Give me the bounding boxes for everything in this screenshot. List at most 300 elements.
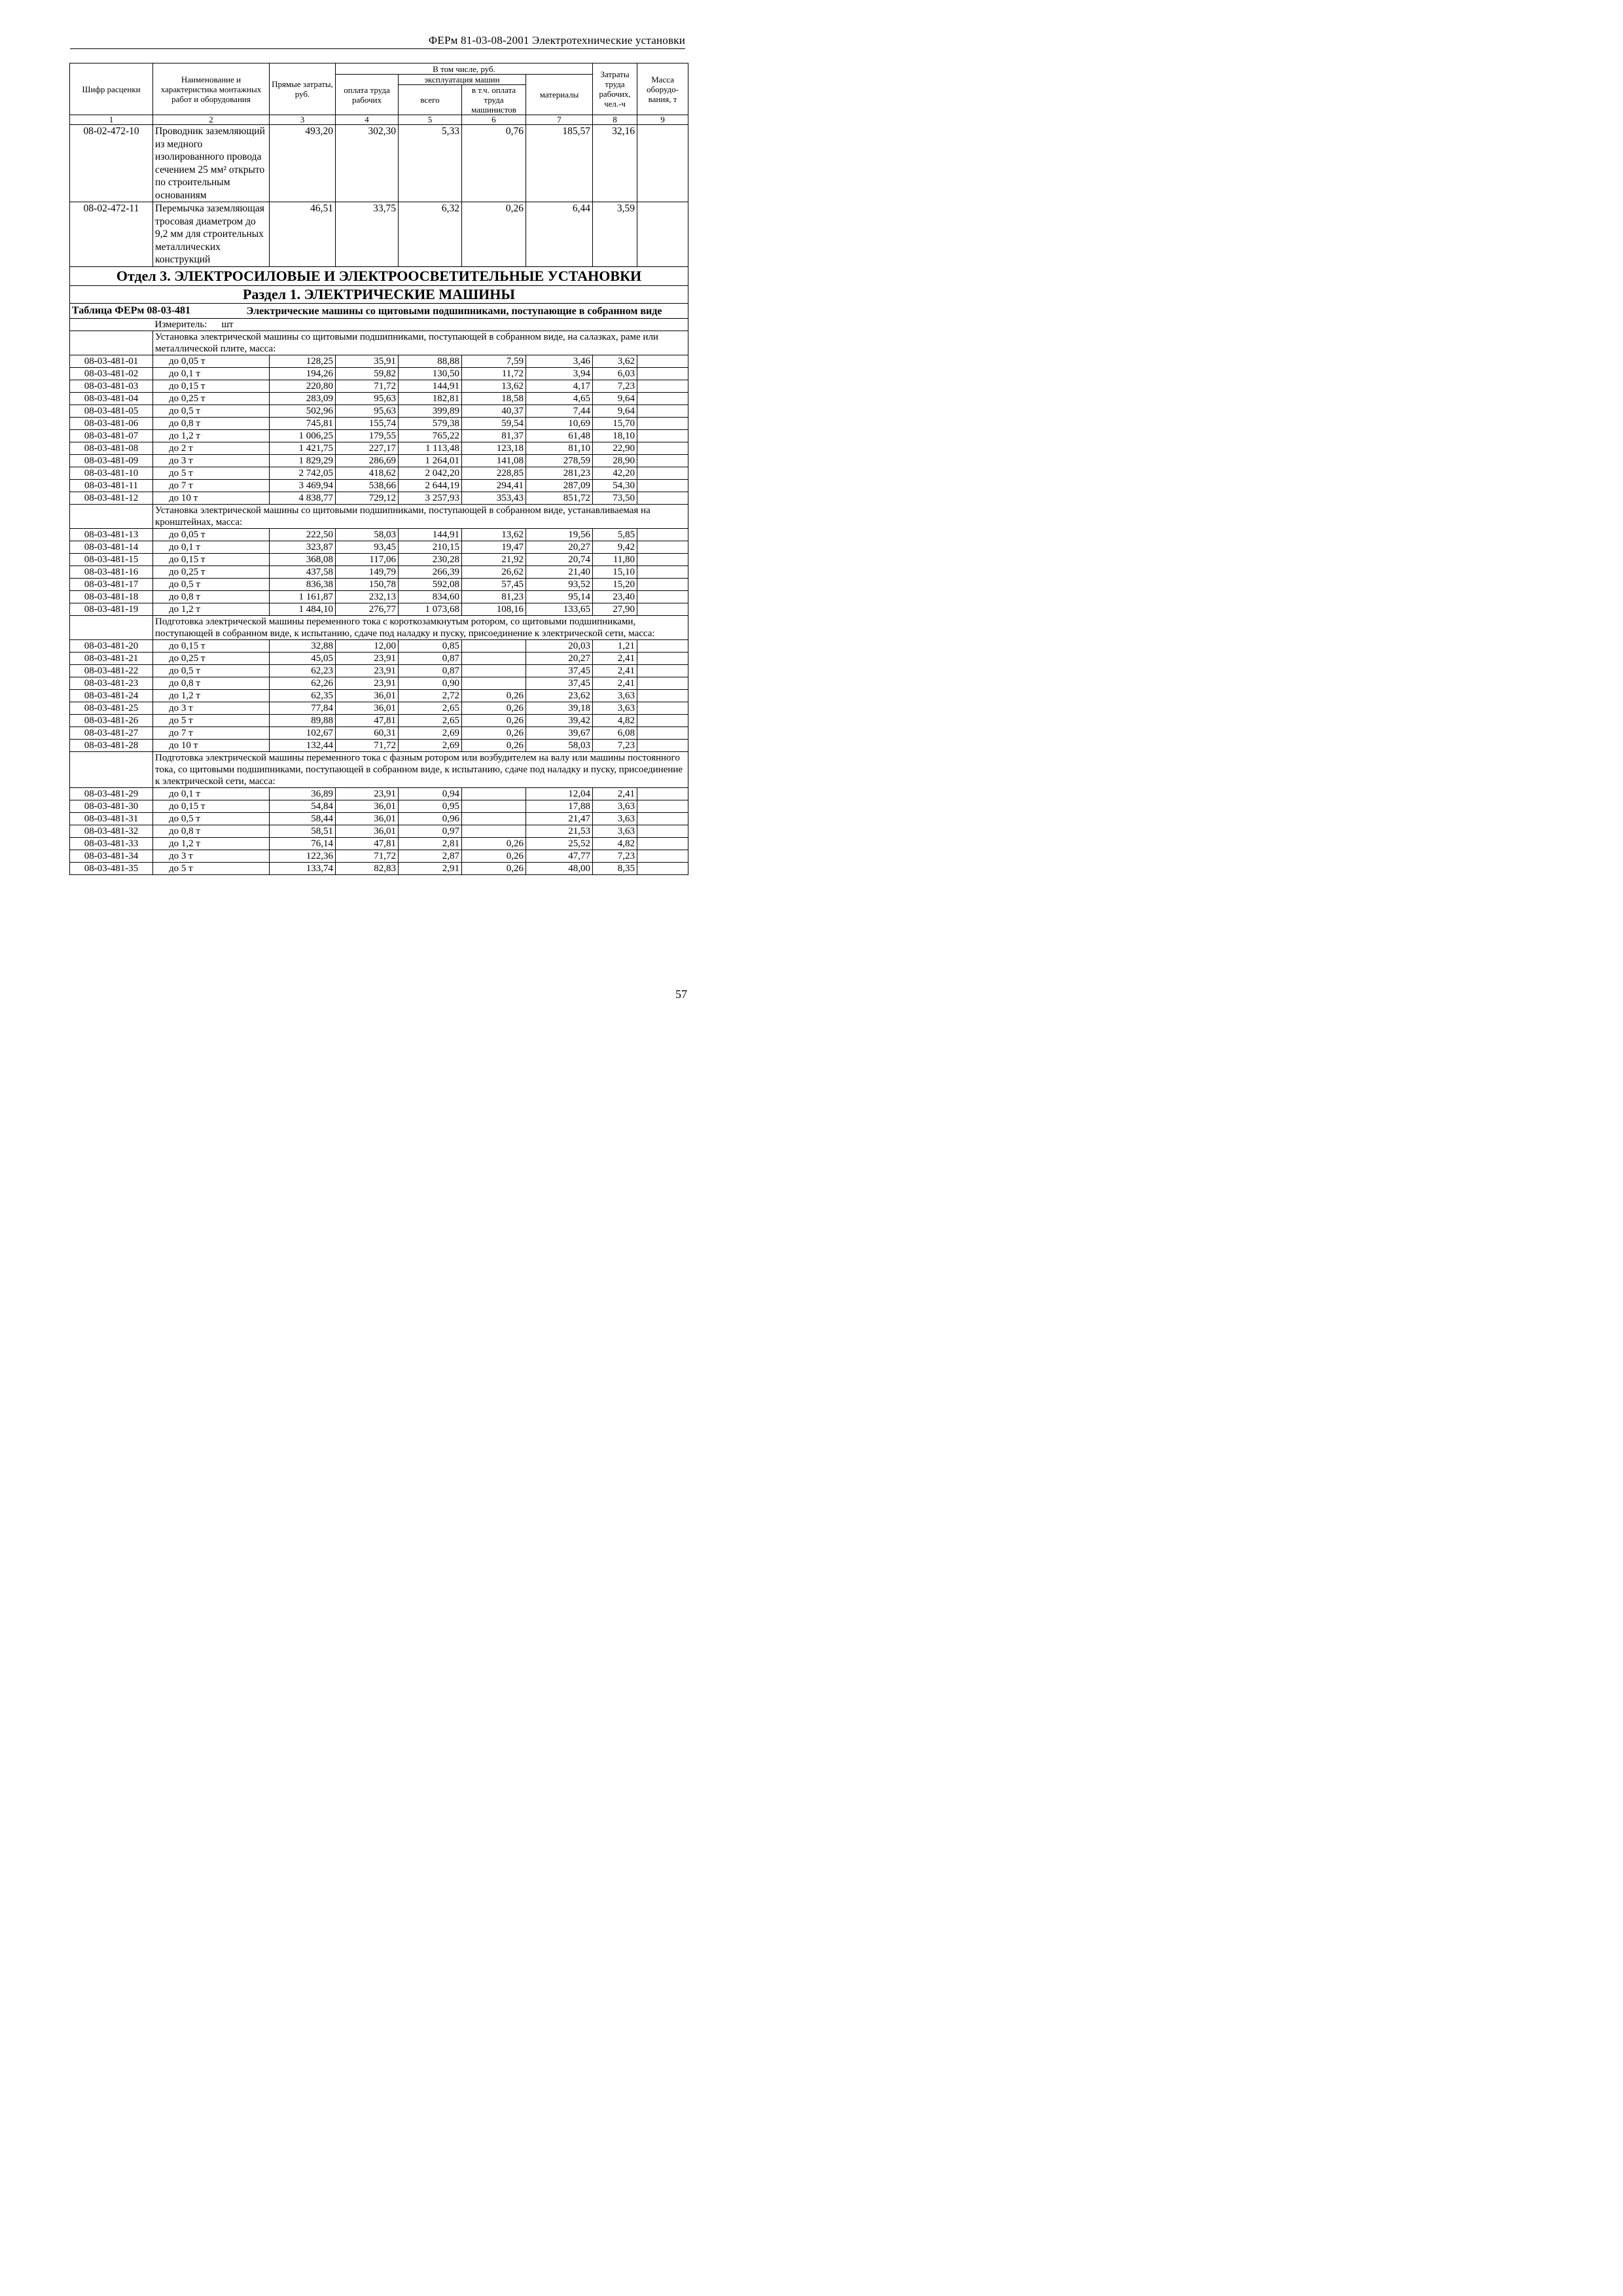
table-title-cell	[246, 303, 688, 318]
table-row	[70, 355, 688, 367]
row-name: до 0,5 т	[153, 664, 270, 677]
row-machines-labor: 123,18	[462, 442, 526, 454]
row-hours: 18,10	[593, 429, 637, 442]
row-machines-labor: 0,26	[462, 702, 526, 714]
row-hours: 7,23	[593, 380, 637, 392]
row-code: 08-02-472-10	[70, 125, 153, 202]
row-machines-total: 0,87	[399, 664, 462, 677]
row-machines-labor: 0,26	[462, 726, 526, 739]
row-code: 08-03-481-33	[70, 837, 153, 850]
row-machines-labor: 11,72	[462, 367, 526, 380]
row-mass	[637, 202, 688, 267]
row-hours: 2,41	[593, 664, 637, 677]
row-mass	[637, 677, 688, 689]
row-labor: 150,78	[336, 578, 399, 590]
row-machines-labor: 0,26	[462, 689, 526, 702]
row-machines-labor: 13,62	[462, 380, 526, 392]
row-direct: 46,51	[270, 202, 336, 267]
measure-label: Измеритель:	[154, 319, 207, 330]
row-machines-labor: 7,59	[462, 355, 526, 367]
row-hours: 8,35	[593, 862, 637, 874]
table-body	[70, 63, 688, 875]
row-materials: 4,65	[526, 392, 593, 404]
row-machines-total: 592,08	[399, 578, 462, 590]
row-materials: 37,45	[526, 664, 593, 677]
row-machines-total: 2,81	[399, 837, 462, 850]
row-labor: 276,77	[336, 603, 399, 615]
row-code: 08-03-481-31	[70, 812, 153, 825]
row-direct: 1 421,75	[270, 442, 336, 454]
col-head-m-labor: в т.ч. оплата труда машинистов	[462, 85, 526, 115]
row-machines-total: 6,32	[399, 202, 462, 267]
row-labor: 23,91	[336, 664, 399, 677]
row-name: до 0,25 т	[153, 652, 270, 664]
row-machines-total: 765,22	[399, 429, 462, 442]
row-hours: 54,30	[593, 479, 637, 492]
row-machines-labor	[462, 664, 526, 677]
table-row	[70, 442, 688, 454]
table-row	[70, 639, 688, 652]
row-machines-labor	[462, 639, 526, 652]
row-materials: 17,88	[526, 800, 593, 812]
row-code: 08-03-481-06	[70, 417, 153, 429]
row-materials: 851,72	[526, 492, 593, 504]
col-number: 6	[462, 115, 526, 125]
row-machines-total: 144,91	[399, 528, 462, 541]
row-labor: 729,12	[336, 492, 399, 504]
row-direct: 62,26	[270, 677, 336, 689]
row-labor: 227,17	[336, 442, 399, 454]
row-mass	[637, 541, 688, 553]
row-hours: 23,40	[593, 590, 637, 603]
row-direct: 220,80	[270, 380, 336, 392]
group-description-spacer	[70, 331, 153, 355]
row-materials: 39,67	[526, 726, 593, 739]
row-materials: 58,03	[526, 739, 593, 751]
row-machines-labor: 0,26	[462, 850, 526, 862]
table-row	[70, 652, 688, 664]
row-labor: 71,72	[336, 739, 399, 751]
row-machines-labor	[462, 800, 526, 812]
row-machines-total: 2,87	[399, 850, 462, 862]
row-name: до 0,05 т	[153, 528, 270, 541]
row-code: 08-03-481-25	[70, 702, 153, 714]
row-mass	[637, 355, 688, 367]
section-title-row	[70, 266, 688, 285]
row-hours: 42,20	[593, 467, 637, 479]
row-machines-labor: 294,41	[462, 479, 526, 492]
table-row	[70, 714, 688, 726]
row-materials: 93,52	[526, 578, 593, 590]
row-name: до 0,25 т	[153, 392, 270, 404]
row-name: до 0,5 т	[153, 578, 270, 590]
row-hours: 6,03	[593, 367, 637, 380]
row-direct: 4 838,77	[270, 492, 336, 504]
row-code: 08-03-481-22	[70, 664, 153, 677]
col-number: 7	[526, 115, 593, 125]
row-name: до 3 т	[153, 850, 270, 862]
row-labor: 538,66	[336, 479, 399, 492]
row-name: до 5 т	[153, 714, 270, 726]
table-row	[70, 553, 688, 565]
price-table	[69, 63, 688, 875]
table-row	[70, 812, 688, 825]
row-direct: 836,38	[270, 578, 336, 590]
row-hours: 73,50	[593, 492, 637, 504]
row-machines-total: 0,87	[399, 652, 462, 664]
row-machines-labor	[462, 825, 526, 837]
row-machines-labor	[462, 787, 526, 800]
row-machines-total: 0,94	[399, 787, 462, 800]
row-hours: 3,62	[593, 355, 637, 367]
row-mass	[637, 367, 688, 380]
row-hours: 32,16	[593, 125, 637, 202]
row-hours: 9,64	[593, 404, 637, 417]
row-name: до 1,2 т	[153, 837, 270, 850]
row-machines-labor: 0,26	[462, 202, 526, 267]
row-mass	[637, 467, 688, 479]
row-name: до 1,2 т	[153, 689, 270, 702]
header-row-1	[70, 63, 688, 75]
row-mass	[637, 528, 688, 541]
row-machines-total: 0,90	[399, 677, 462, 689]
row-materials: 3,94	[526, 367, 593, 380]
row-code: 08-03-481-12	[70, 492, 153, 504]
table-row	[70, 726, 688, 739]
table-row	[70, 380, 688, 392]
table-row	[70, 565, 688, 578]
row-labor: 36,01	[336, 800, 399, 812]
row-code: 08-02-472-11	[70, 202, 153, 267]
row-mass	[637, 565, 688, 578]
row-code: 08-03-481-10	[70, 467, 153, 479]
row-hours: 9,64	[593, 392, 637, 404]
row-mass	[637, 837, 688, 850]
row-labor: 35,91	[336, 355, 399, 367]
row-machines-total: 0,97	[399, 825, 462, 837]
row-machines-labor: 40,37	[462, 404, 526, 417]
row-labor: 82,83	[336, 862, 399, 874]
table-caption-row	[70, 303, 688, 318]
row-materials: 19,56	[526, 528, 593, 541]
row-hours: 15,20	[593, 578, 637, 590]
table-row	[70, 787, 688, 800]
row-name: до 0,15 т	[153, 553, 270, 565]
row-machines-total: 2,65	[399, 714, 462, 726]
table-row	[70, 467, 688, 479]
row-materials: 12,04	[526, 787, 593, 800]
row-machines-total: 0,95	[399, 800, 462, 812]
row-code: 08-03-481-16	[70, 565, 153, 578]
row-labor: 302,30	[336, 125, 399, 202]
row-machines-labor: 19,47	[462, 541, 526, 553]
row-machines-labor: 57,45	[462, 578, 526, 590]
row-mass	[637, 850, 688, 862]
row-direct: 45,05	[270, 652, 336, 664]
row-name: до 0,1 т	[153, 787, 270, 800]
row-hours: 22,90	[593, 442, 637, 454]
row-code: 08-03-481-29	[70, 787, 153, 800]
row-name: до 3 т	[153, 454, 270, 467]
row-mass	[637, 652, 688, 664]
col-number: 3	[270, 115, 336, 125]
row-machines-total: 834,60	[399, 590, 462, 603]
row-hours: 7,23	[593, 850, 637, 862]
row-mass	[637, 442, 688, 454]
row-code: 08-03-481-01	[70, 355, 153, 367]
row-mass	[637, 825, 688, 837]
row-machines-total: 1 073,68	[399, 603, 462, 615]
col-number: 1	[70, 115, 153, 125]
group-description-spacer	[70, 615, 153, 639]
row-code: 08-03-481-30	[70, 800, 153, 812]
row-mass	[637, 404, 688, 417]
row-hours: 2,41	[593, 652, 637, 664]
row-direct: 283,09	[270, 392, 336, 404]
table-row	[70, 664, 688, 677]
row-mass	[637, 689, 688, 702]
row-name: до 2 т	[153, 442, 270, 454]
row-machines-total: 2,72	[399, 689, 462, 702]
row-materials: 23,62	[526, 689, 593, 702]
row-materials: 10,69	[526, 417, 593, 429]
row-name: до 3 т	[153, 702, 270, 714]
row-machines-labor: 141,08	[462, 454, 526, 467]
row-direct: 58,51	[270, 825, 336, 837]
group-description: Подготовка электрической машины переменного тока с фазным ротором или возбудителем на валу или машины постоянного тока, со щитовыми подшипниками, поступающей в собранном виде, к испытанию, сдаче под наладку и пуску, присоединение к электрической сети, масса:	[153, 751, 688, 787]
row-machines-labor: 0,26	[462, 837, 526, 850]
row-materials: 37,45	[526, 677, 593, 689]
row-machines-total: 2 644,19	[399, 479, 462, 492]
row-name: до 0,5 т	[153, 404, 270, 417]
col-head-direct: Прямые затраты, руб.	[270, 63, 336, 115]
row-labor: 47,81	[336, 714, 399, 726]
row-code: 08-03-481-14	[70, 541, 153, 553]
row-name: до 0,15 т	[153, 639, 270, 652]
row-machines-total: 2,69	[399, 726, 462, 739]
row-machines-total: 1 113,48	[399, 442, 462, 454]
row-mass	[637, 417, 688, 429]
row-name: до 0,8 т	[153, 590, 270, 603]
measure-cell-empty	[70, 318, 153, 331]
row-code: 08-03-481-27	[70, 726, 153, 739]
row-machines-total: 144,91	[399, 380, 462, 392]
row-labor: 36,01	[336, 702, 399, 714]
row-machines-total: 266,39	[399, 565, 462, 578]
table-label: Таблица ФЕРм 08-03-481	[72, 304, 191, 316]
row-direct: 1 484,10	[270, 603, 336, 615]
row-name: до 1,2 т	[153, 429, 270, 442]
row-machines-total: 0,96	[399, 812, 462, 825]
table-row	[70, 850, 688, 862]
group-description-spacer	[70, 504, 153, 528]
row-code: 08-03-481-17	[70, 578, 153, 590]
row-labor: 60,31	[336, 726, 399, 739]
row-code: 08-03-481-09	[70, 454, 153, 467]
row-materials: 21,53	[526, 825, 593, 837]
row-mass	[637, 429, 688, 442]
row-materials: 6,44	[526, 202, 593, 267]
row-direct: 222,50	[270, 528, 336, 541]
row-materials: 287,09	[526, 479, 593, 492]
row-machines-total: 3 257,93	[399, 492, 462, 504]
row-machines-labor: 13,62	[462, 528, 526, 541]
row-materials: 185,57	[526, 125, 593, 202]
row-code: 08-03-481-13	[70, 528, 153, 541]
row-machines-total: 88,88	[399, 355, 462, 367]
row-direct: 502,96	[270, 404, 336, 417]
row-mass	[637, 454, 688, 467]
row-labor: 23,91	[336, 787, 399, 800]
row-direct: 36,89	[270, 787, 336, 800]
table-row	[70, 417, 688, 429]
table-row	[70, 367, 688, 380]
table-row	[70, 429, 688, 442]
row-machines-labor: 26,62	[462, 565, 526, 578]
row-materials: 21,40	[526, 565, 593, 578]
subsection-title-row	[70, 285, 688, 303]
row-machines-labor: 108,16	[462, 603, 526, 615]
row-machines-labor: 0,26	[462, 862, 526, 874]
row-code: 08-03-481-11	[70, 479, 153, 492]
row-labor: 71,72	[336, 380, 399, 392]
row-materials: 4,17	[526, 380, 593, 392]
row-name: до 7 т	[153, 726, 270, 739]
table-title: Электрические машины со щитовыми подшипниками, поступающие в собранном виде	[246, 305, 662, 317]
row-machines-total: 2,91	[399, 862, 462, 874]
row-materials: 39,42	[526, 714, 593, 726]
row-mass	[637, 664, 688, 677]
row-mass	[637, 862, 688, 874]
row-mass	[637, 739, 688, 751]
row-direct: 128,25	[270, 355, 336, 367]
row-labor: 23,91	[336, 652, 399, 664]
row-direct: 58,44	[270, 812, 336, 825]
row-hours: 15,10	[593, 565, 637, 578]
row-hours: 6,08	[593, 726, 637, 739]
row-name: до 1,2 т	[153, 603, 270, 615]
row-direct: 122,36	[270, 850, 336, 862]
row-machines-total: 579,38	[399, 417, 462, 429]
row-name: Перемычка заземляющая тросовая диаметром до 9,2 мм для строительных металлических конструкций	[153, 202, 270, 267]
row-name: до 0,05 т	[153, 355, 270, 367]
row-direct: 437,58	[270, 565, 336, 578]
row-mass	[637, 639, 688, 652]
table-row	[70, 590, 688, 603]
row-machines-labor: 21,92	[462, 553, 526, 565]
row-labor: 71,72	[336, 850, 399, 862]
row-code: 08-03-481-05	[70, 404, 153, 417]
col-head-hours: Затраты труда рабочих, чел.-ч	[593, 63, 637, 115]
row-hours: 4,82	[593, 837, 637, 850]
row-labor: 95,63	[336, 392, 399, 404]
row-direct: 54,84	[270, 800, 336, 812]
row-labor: 33,75	[336, 202, 399, 267]
group-description-row	[70, 331, 688, 355]
table-row	[70, 454, 688, 467]
row-labor: 232,13	[336, 590, 399, 603]
table-row	[70, 800, 688, 812]
row-labor: 58,03	[336, 528, 399, 541]
table-row	[70, 689, 688, 702]
row-hours: 4,82	[593, 714, 637, 726]
row-code: 08-03-481-21	[70, 652, 153, 664]
row-labor: 93,45	[336, 541, 399, 553]
row-direct: 323,87	[270, 541, 336, 553]
row-direct: 2 742,05	[270, 467, 336, 479]
row-name: до 0,15 т	[153, 380, 270, 392]
row-materials: 21,47	[526, 812, 593, 825]
row-code: 08-03-481-02	[70, 367, 153, 380]
row-code: 08-03-481-35	[70, 862, 153, 874]
group-description-spacer	[70, 751, 153, 787]
row-direct: 89,88	[270, 714, 336, 726]
row-materials: 61,48	[526, 429, 593, 442]
row-name: до 10 т	[153, 492, 270, 504]
group-description: Подготовка электрической машины переменного тока с короткозамкнутым ротором, со щитовыми подшипниками, поступающей в собранном виде, к испытанию, сдаче под наладку и пуску, присоединение к электрической сети, масса:	[153, 615, 688, 639]
table-row	[70, 837, 688, 850]
row-machines-labor: 59,54	[462, 417, 526, 429]
row-labor: 418,62	[336, 467, 399, 479]
row-mass	[637, 812, 688, 825]
row-name: до 0,25 т	[153, 565, 270, 578]
row-labor: 36,01	[336, 825, 399, 837]
row-name: до 10 т	[153, 739, 270, 751]
row-hours: 3,59	[593, 202, 637, 267]
row-direct: 62,35	[270, 689, 336, 702]
page-number: 57	[675, 988, 687, 1001]
row-code: 08-03-481-03	[70, 380, 153, 392]
row-code: 08-03-481-26	[70, 714, 153, 726]
row-labor: 155,74	[336, 417, 399, 429]
row-materials: 278,59	[526, 454, 593, 467]
table-row	[70, 825, 688, 837]
row-hours: 9,42	[593, 541, 637, 553]
col-number: 2	[153, 115, 270, 125]
row-labor: 179,55	[336, 429, 399, 442]
row-code: 08-03-481-07	[70, 429, 153, 442]
col-head-incl: В том числе, руб.	[336, 63, 593, 75]
row-machines-total: 1 264,01	[399, 454, 462, 467]
row-direct: 493,20	[270, 125, 336, 202]
row-materials: 281,23	[526, 467, 593, 479]
col-head-code: Шифр расценки	[70, 63, 153, 115]
row-direct: 132,44	[270, 739, 336, 751]
row-materials: 7,44	[526, 404, 593, 417]
row-mass	[637, 603, 688, 615]
row-materials: 20,03	[526, 639, 593, 652]
header-rule	[70, 48, 685, 49]
row-direct: 62,23	[270, 664, 336, 677]
row-code: 08-03-481-28	[70, 739, 153, 751]
row-direct: 194,26	[270, 367, 336, 380]
row-materials: 48,00	[526, 862, 593, 874]
row-materials: 47,77	[526, 850, 593, 862]
row-machines-labor: 0,26	[462, 739, 526, 751]
row-machines-total: 210,15	[399, 541, 462, 553]
col-head-m-total: всего	[399, 85, 462, 115]
row-name: до 0,5 т	[153, 812, 270, 825]
row-code: 08-03-481-34	[70, 850, 153, 862]
row-direct: 368,08	[270, 553, 336, 565]
row-machines-labor: 0,76	[462, 125, 526, 202]
table-row	[70, 528, 688, 541]
row-hours: 2,41	[593, 787, 637, 800]
row-code: 08-03-481-04	[70, 392, 153, 404]
table-caption-cell	[70, 303, 270, 318]
table-row	[70, 739, 688, 751]
group-description: Установка электрической машины со щитовыми подшипниками, поступающей в собранном виде, устанавливаемая на кронштейнах, масса:	[153, 504, 688, 528]
